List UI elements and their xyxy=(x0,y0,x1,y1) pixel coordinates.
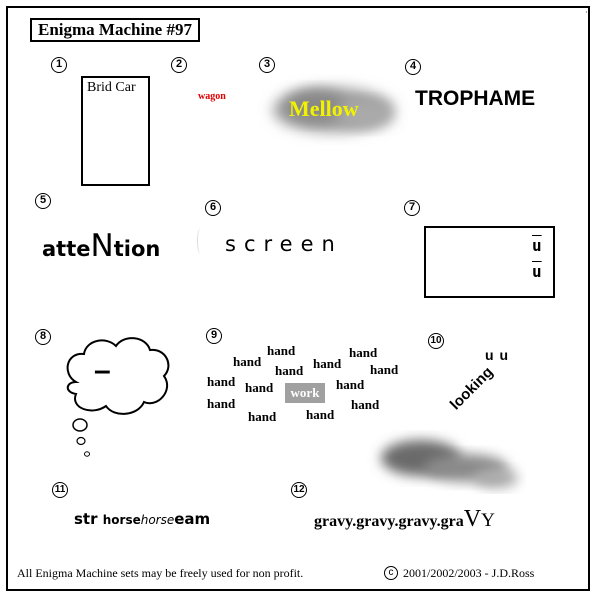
puzzle-12-text: gravy.gravy.gravy.gra xyxy=(314,513,464,530)
puzzle-6-faint-bracket xyxy=(197,228,204,254)
puzzle-5-big-n: N xyxy=(90,228,114,264)
puzzle-number-1: 1 xyxy=(51,57,67,73)
puzzle-3-mellow: Mellow xyxy=(289,96,359,121)
puzzle-9-hand: hand xyxy=(207,374,236,389)
puzzle-5-pre: atte xyxy=(42,237,91,261)
puzzle-number-8: 8 xyxy=(35,329,51,345)
puzzle-5-post: tion xyxy=(113,237,161,261)
puzzle-9-hand: hand xyxy=(245,380,274,395)
puzzle-9-hand: hand xyxy=(336,377,365,392)
puzzle-11-post: eam xyxy=(174,510,211,528)
puzzle-10-uu: u u xyxy=(485,347,509,363)
puzzle-7-box xyxy=(424,226,555,298)
puzzle-number-7: 7 xyxy=(404,200,420,216)
puzzle-12-gravy xyxy=(314,506,495,533)
puzzle-9-hand: hand xyxy=(248,409,277,424)
puzzle-9-hand: hand xyxy=(349,345,378,360)
puzzle-11-horse: horse xyxy=(102,513,141,527)
puzzle-9-hand: hand xyxy=(351,397,380,412)
puzzle-11-pre: str xyxy=(74,510,98,528)
puzzle-number-12: 12 xyxy=(291,482,307,498)
puzzle-number-10: 10 xyxy=(428,333,444,349)
page-title: Enigma Machine #97 xyxy=(30,18,200,42)
puzzle-number-6: 6 xyxy=(205,200,221,216)
puzzle-number-9: 9 xyxy=(206,328,222,344)
puzzle-9-hand: hand xyxy=(233,354,262,369)
puzzle-7-glyph-2: $\overline{u}$ xyxy=(532,262,542,281)
puzzle-8-thought-bubble xyxy=(58,332,178,462)
puzzle-9-hand: hand xyxy=(275,363,304,378)
corner-mark: · xyxy=(585,8,588,17)
footer-copyright: 2001/2002/2003 - J.D.Ross xyxy=(403,566,535,580)
puzzle-9-hand: hand xyxy=(207,396,236,411)
puzzle-12-big-y: Y xyxy=(481,510,495,531)
puzzle-1-label: Brid Car xyxy=(87,80,136,95)
puzzle-number-5: 5 xyxy=(35,193,51,209)
puzzle-12-big-v: V xyxy=(463,506,482,532)
puzzle-9-work: work xyxy=(285,383,325,403)
puzzle-11-horse-italic: horse xyxy=(140,513,175,527)
puzzle-10-looking: looking xyxy=(446,363,497,414)
puzzle-12-fog xyxy=(366,430,526,500)
puzzle-9-hand: hand xyxy=(370,362,399,377)
puzzle-number-3: 3 xyxy=(259,57,275,73)
puzzle-9-hand: hand xyxy=(306,407,335,422)
copyright-icon: c xyxy=(384,566,398,580)
puzzle-number-4: 4 xyxy=(405,59,421,75)
puzzle-6-screen: screen xyxy=(225,232,343,256)
footer-license: All Enigma Machine sets may be freely used for non profit. xyxy=(17,566,304,580)
puzzle-8-minus: – xyxy=(94,354,111,387)
puzzle-9-hand: hand xyxy=(267,343,296,358)
puzzle-4-trophame: TROPHAME xyxy=(415,87,536,110)
puzzle-7-glyph-1: $\overline{u}$ xyxy=(532,236,542,255)
puzzle-11-strhorseeam xyxy=(74,510,210,528)
puzzle-number-2: 2 xyxy=(171,57,187,73)
puzzle-1-car-box xyxy=(81,76,150,186)
puzzle-2-wagon: wagon xyxy=(198,91,226,102)
puzzle-9-hand: hand xyxy=(313,356,342,371)
puzzle-5-attention xyxy=(42,228,160,264)
puzzle-number-11: 11 xyxy=(52,482,68,498)
